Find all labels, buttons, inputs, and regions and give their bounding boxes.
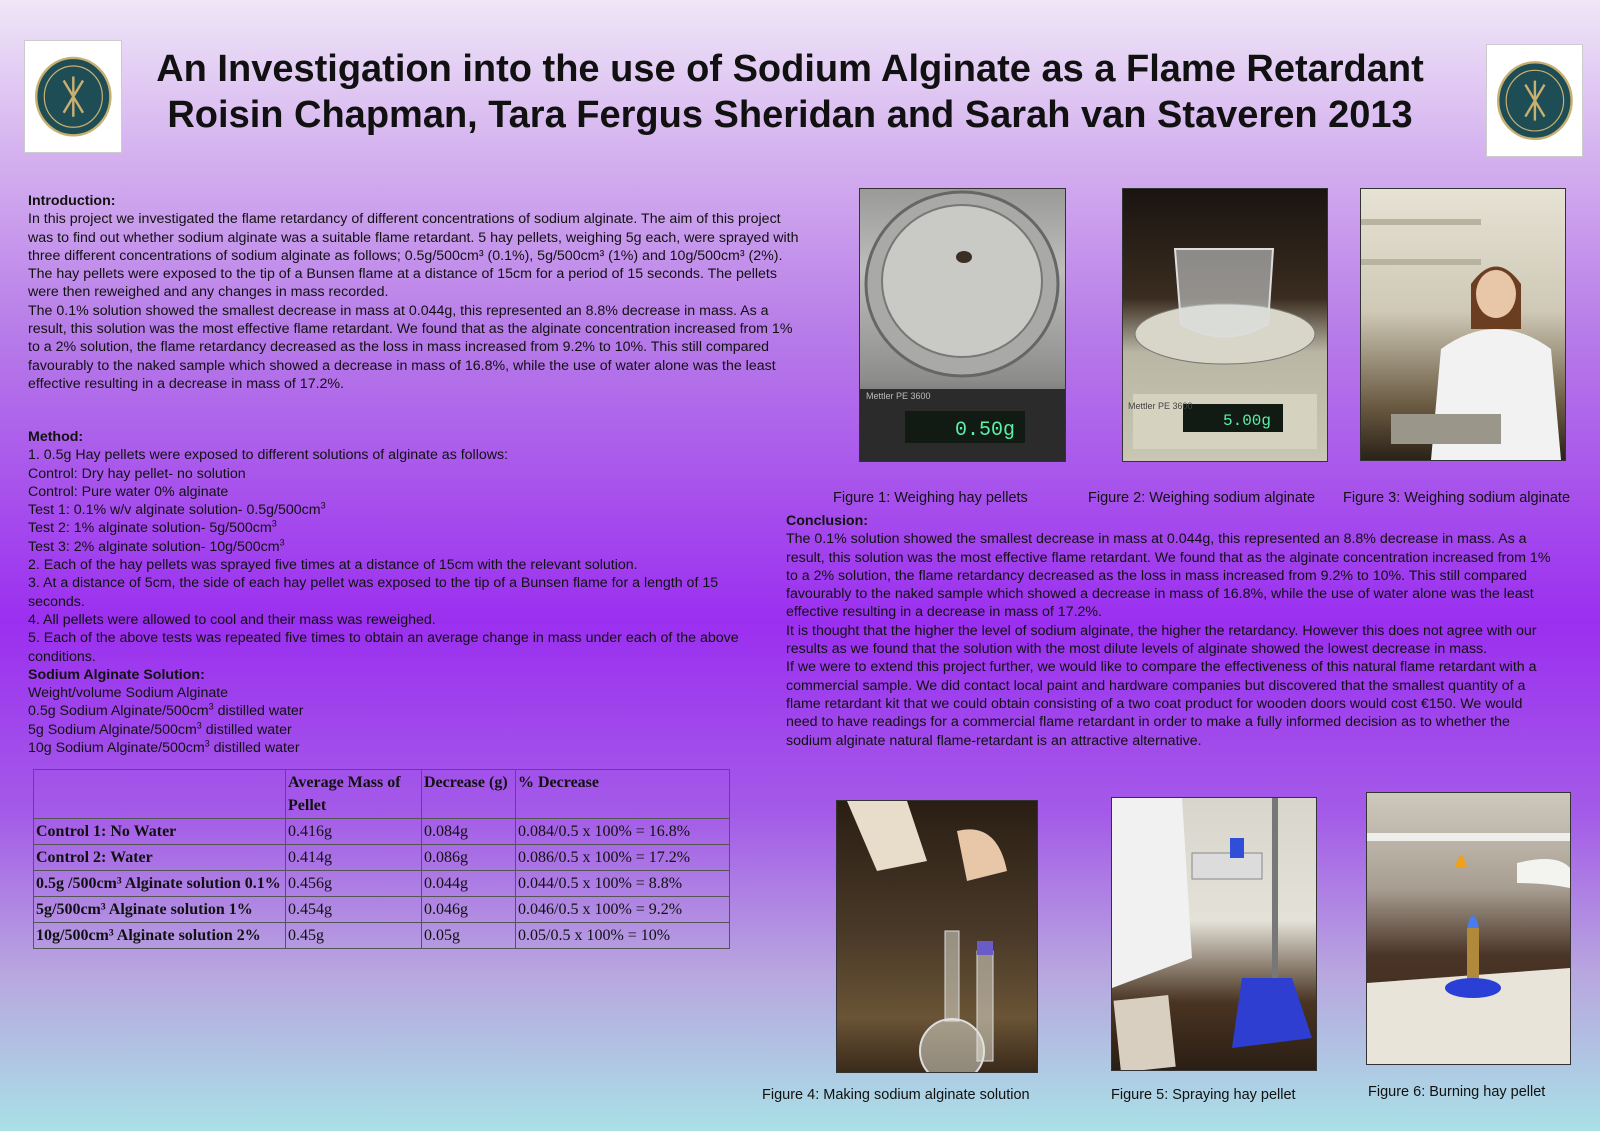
method-test-2: Test 2: 1% alginate solution- $5g/500cm^3$	[28, 518, 277, 537]
figure-2-caption: Figure 2: Weighing sodium alginate	[1088, 490, 1316, 506]
table-cell: 0.044/0.5 x 100% = 8.8%	[516, 871, 730, 897]
table-cell: 10g/500cm³ Alginate solution 2%	[34, 923, 286, 949]
table-cell: 0.416g	[286, 819, 422, 845]
table-header-cell: Decrease (g)	[422, 770, 516, 819]
method-test-3: Test 3: 2% alginate solution- $10g/500cm^3$	[28, 537, 285, 555]
solution-wv: Weight/volume Sodium Alginate	[28, 685, 229, 702]
figure-5-photo	[1111, 797, 1317, 1071]
student-illustration	[1361, 189, 1565, 460]
table-row	[34, 871, 730, 897]
table-cell: 0.45g	[286, 923, 422, 949]
introduction-section	[28, 192, 808, 393]
table-row	[34, 845, 730, 871]
solution-1: 0.5g Sodium Alginate/$500cm^3$ distilled water	[28, 701, 304, 720]
table-cell: Control 1: No Water	[34, 819, 286, 845]
table-cell: 0.5g /500cm³ Alginate solution 0.1%	[34, 871, 286, 897]
table-header-cell: Average Mass of Pellet	[286, 770, 422, 819]
figure-3-photo	[1360, 188, 1566, 461]
table-cell: 0.414g	[286, 845, 422, 871]
conclusion-paragraph-3: If we were to extend this project further, we would like to compare the effectiveness of this natural flame retardant with a commercial sample. We did contact local paint and hardware companies but discovered that the smallest quantity of a flame retardant kit that we could obtain consisting of a two coat product for wooden doors would cost €150. We would need to have readings for a commercial flame retardant in order to make a fully informed decision as to whether the sodium alginate natural flame-retardant is an attractive alternative.	[786, 659, 1537, 749]
balance-beaker-illustration	[1123, 189, 1327, 461]
table-cell: 0.084g	[422, 819, 516, 845]
figure-2-photo	[1122, 188, 1328, 462]
figure-1-caption: Figure 1: Weighing hay pellets	[833, 490, 1028, 506]
results-table	[33, 769, 730, 949]
table-cell: 0.046/0.5 x 100% = 9.2%	[516, 897, 730, 923]
solution-heading: Sodium Alginate Solution:	[28, 666, 205, 683]
conclusion-heading: Conclusion:	[786, 513, 868, 529]
method-step-2: 2. Each of the hay pellets was sprayed five times at a distance of 15cm with the relevant solution.	[28, 557, 638, 574]
table-row	[34, 819, 730, 845]
bunsen-illustration	[1367, 793, 1570, 1064]
figure-4-photo	[836, 800, 1038, 1073]
scale-readout: 5.00g	[1223, 412, 1272, 430]
table-cell: 0.046g	[422, 897, 516, 923]
method-control-2: Control: Pure water 0% alginate	[28, 483, 229, 500]
table-cell: 5g/500cm³ Alginate solution 1%	[34, 897, 286, 923]
table-header-cell	[34, 770, 286, 819]
conclusion-paragraph-2: It is thought that the higher the level of sodium alginate, the higher the retardancy. However this does not agree with our results as we found that the solution with the most dilute levels of alginate showed the lowest decrease in mass.	[786, 622, 1537, 658]
introduction-paragraph-1: In this project we investigated the flame retardancy of different concentrations of sodium alginate. The aim of this project was to find out whether sodium alginate was a suitable flame retardant. 5 hay pellets, weighing 5g each, were sprayed with three different concentrations of sodium alginate as follows; 0.5g/500cm³ (0.1%), 5g/500cm³ (1%) and 10g/500cm³ (2%). The hay pellets were exposed to the tip of a Bunsen flame at a distance of 15cm for a period of 15 seconds. The pellets were then reweighed and any changes in mass recorded.	[28, 211, 799, 301]
table-cell: 0.454g	[286, 897, 422, 923]
table-cell: 0.05/0.5 x 100% = 10%	[516, 923, 730, 949]
table-cell: 0.456g	[286, 871, 422, 897]
method-step-1: 1. 0.5g Hay pellets were exposed to different solutions of alginate as follows:	[28, 447, 509, 464]
conclusion-paragraph-1: The 0.1% solution showed the smallest decrease in mass at 0.044g, this represented an 8.8% decrease in mass. As a result, this solution was the most effective flame retardant. We found that as the alginate concentration increased from 1% to a 2% solution, the flame retardancy decreased as the loss in mass increased from 9.2% to 10%. This still compared favourably to the naked sample which showed a decrease in mass of 16.8%, while the use of water alone was the least effective resulting in a decrease in mass of 17.2%.	[786, 531, 1551, 621]
method-section	[28, 428, 748, 757]
school-crest-right	[1486, 44, 1583, 157]
table-cell: 0.086g	[422, 845, 516, 871]
figure-3-caption: Figure 3: Weighing sodium alginate	[1343, 490, 1571, 506]
crest-icon	[1495, 54, 1575, 147]
spraying-illustration	[1112, 798, 1316, 1070]
table-row	[34, 923, 730, 949]
method-step-5: 5. Each of the above tests was repeated five times to obtain an average change in mass under each of the above conditions.	[28, 630, 739, 665]
conclusion-section	[786, 512, 1554, 750]
method-control-1: Control: Dry hay pellet- no solution	[28, 465, 246, 482]
table-cell: 0.044g	[422, 871, 516, 897]
solution-2: 5g Sodium Alginate/$500cm^3$ distilled water	[28, 720, 292, 738]
table-row	[34, 897, 730, 923]
poster-authors: Roisin Chapman, Tara Fergus Sheridan and Sarah van Staveren 2013	[167, 94, 1413, 136]
table-cell: 0.05g	[422, 923, 516, 949]
table-cell: Control 2: Water	[34, 845, 286, 871]
figure-1-photo	[859, 188, 1066, 462]
method-step-3: 3. At a distance of 5cm, the side of each hay pellet was exposed to the tip of a Bunsen flame for a length of 15 seconds.	[28, 575, 719, 610]
method-step-4: 4. All pellets were allowed to cool and their mass was reweighed.	[28, 611, 436, 628]
table-header-row	[34, 770, 730, 819]
figure-5-caption: Figure 5: Spraying hay pellet	[1111, 1087, 1296, 1103]
figure-4-caption: Figure 4: Making sodium alginate solution	[762, 1087, 1030, 1103]
method-test-1: Test 1: 0.1% w/v alginate solution- $0.5g/500cm^3$	[28, 500, 326, 519]
scale-readout: 0.50g	[955, 419, 1016, 442]
method-heading: Method:	[28, 429, 84, 445]
scale-brand: Mettler PE 3600	[1128, 401, 1193, 411]
flask-illustration	[837, 801, 1037, 1072]
figure-6-caption: Figure 6: Burning hay pellet	[1368, 1084, 1546, 1100]
solution-3: 10g Sodium Alginate/$500cm^3$ distilled water	[28, 738, 300, 757]
table-cell: 0.086/0.5 x 100% = 17.2%	[516, 845, 730, 871]
table-header-cell: % Decrease	[516, 770, 730, 819]
balance-illustration	[860, 189, 1065, 461]
introduction-paragraph-2: The 0.1% solution showed the smallest decrease in mass at 0.044g, this represented an 8.8% decrease in mass. As a result, this solution was the most effective flame retardant. We found that as the alginate concentration increased from 1% to a 2% solution, the flame retardancy decreased as the loss in mass increased from 9.2% to 10%. This still compared favourably to the naked sample which showed a decrease in mass of 16.8%, while the use of water alone was the least effective resulting in a decrease in mass of 17.2%.	[28, 302, 793, 392]
figure-6-photo	[1366, 792, 1571, 1065]
poster-title: An Investigation into the use of Sodium Alginate as a Flame Retardant	[156, 48, 1424, 90]
scale-brand: Mettler PE 3600	[866, 391, 931, 401]
table-cell: 0.084/0.5 x 100% = 16.8%	[516, 819, 730, 845]
introduction-heading: Introduction:	[28, 193, 116, 209]
